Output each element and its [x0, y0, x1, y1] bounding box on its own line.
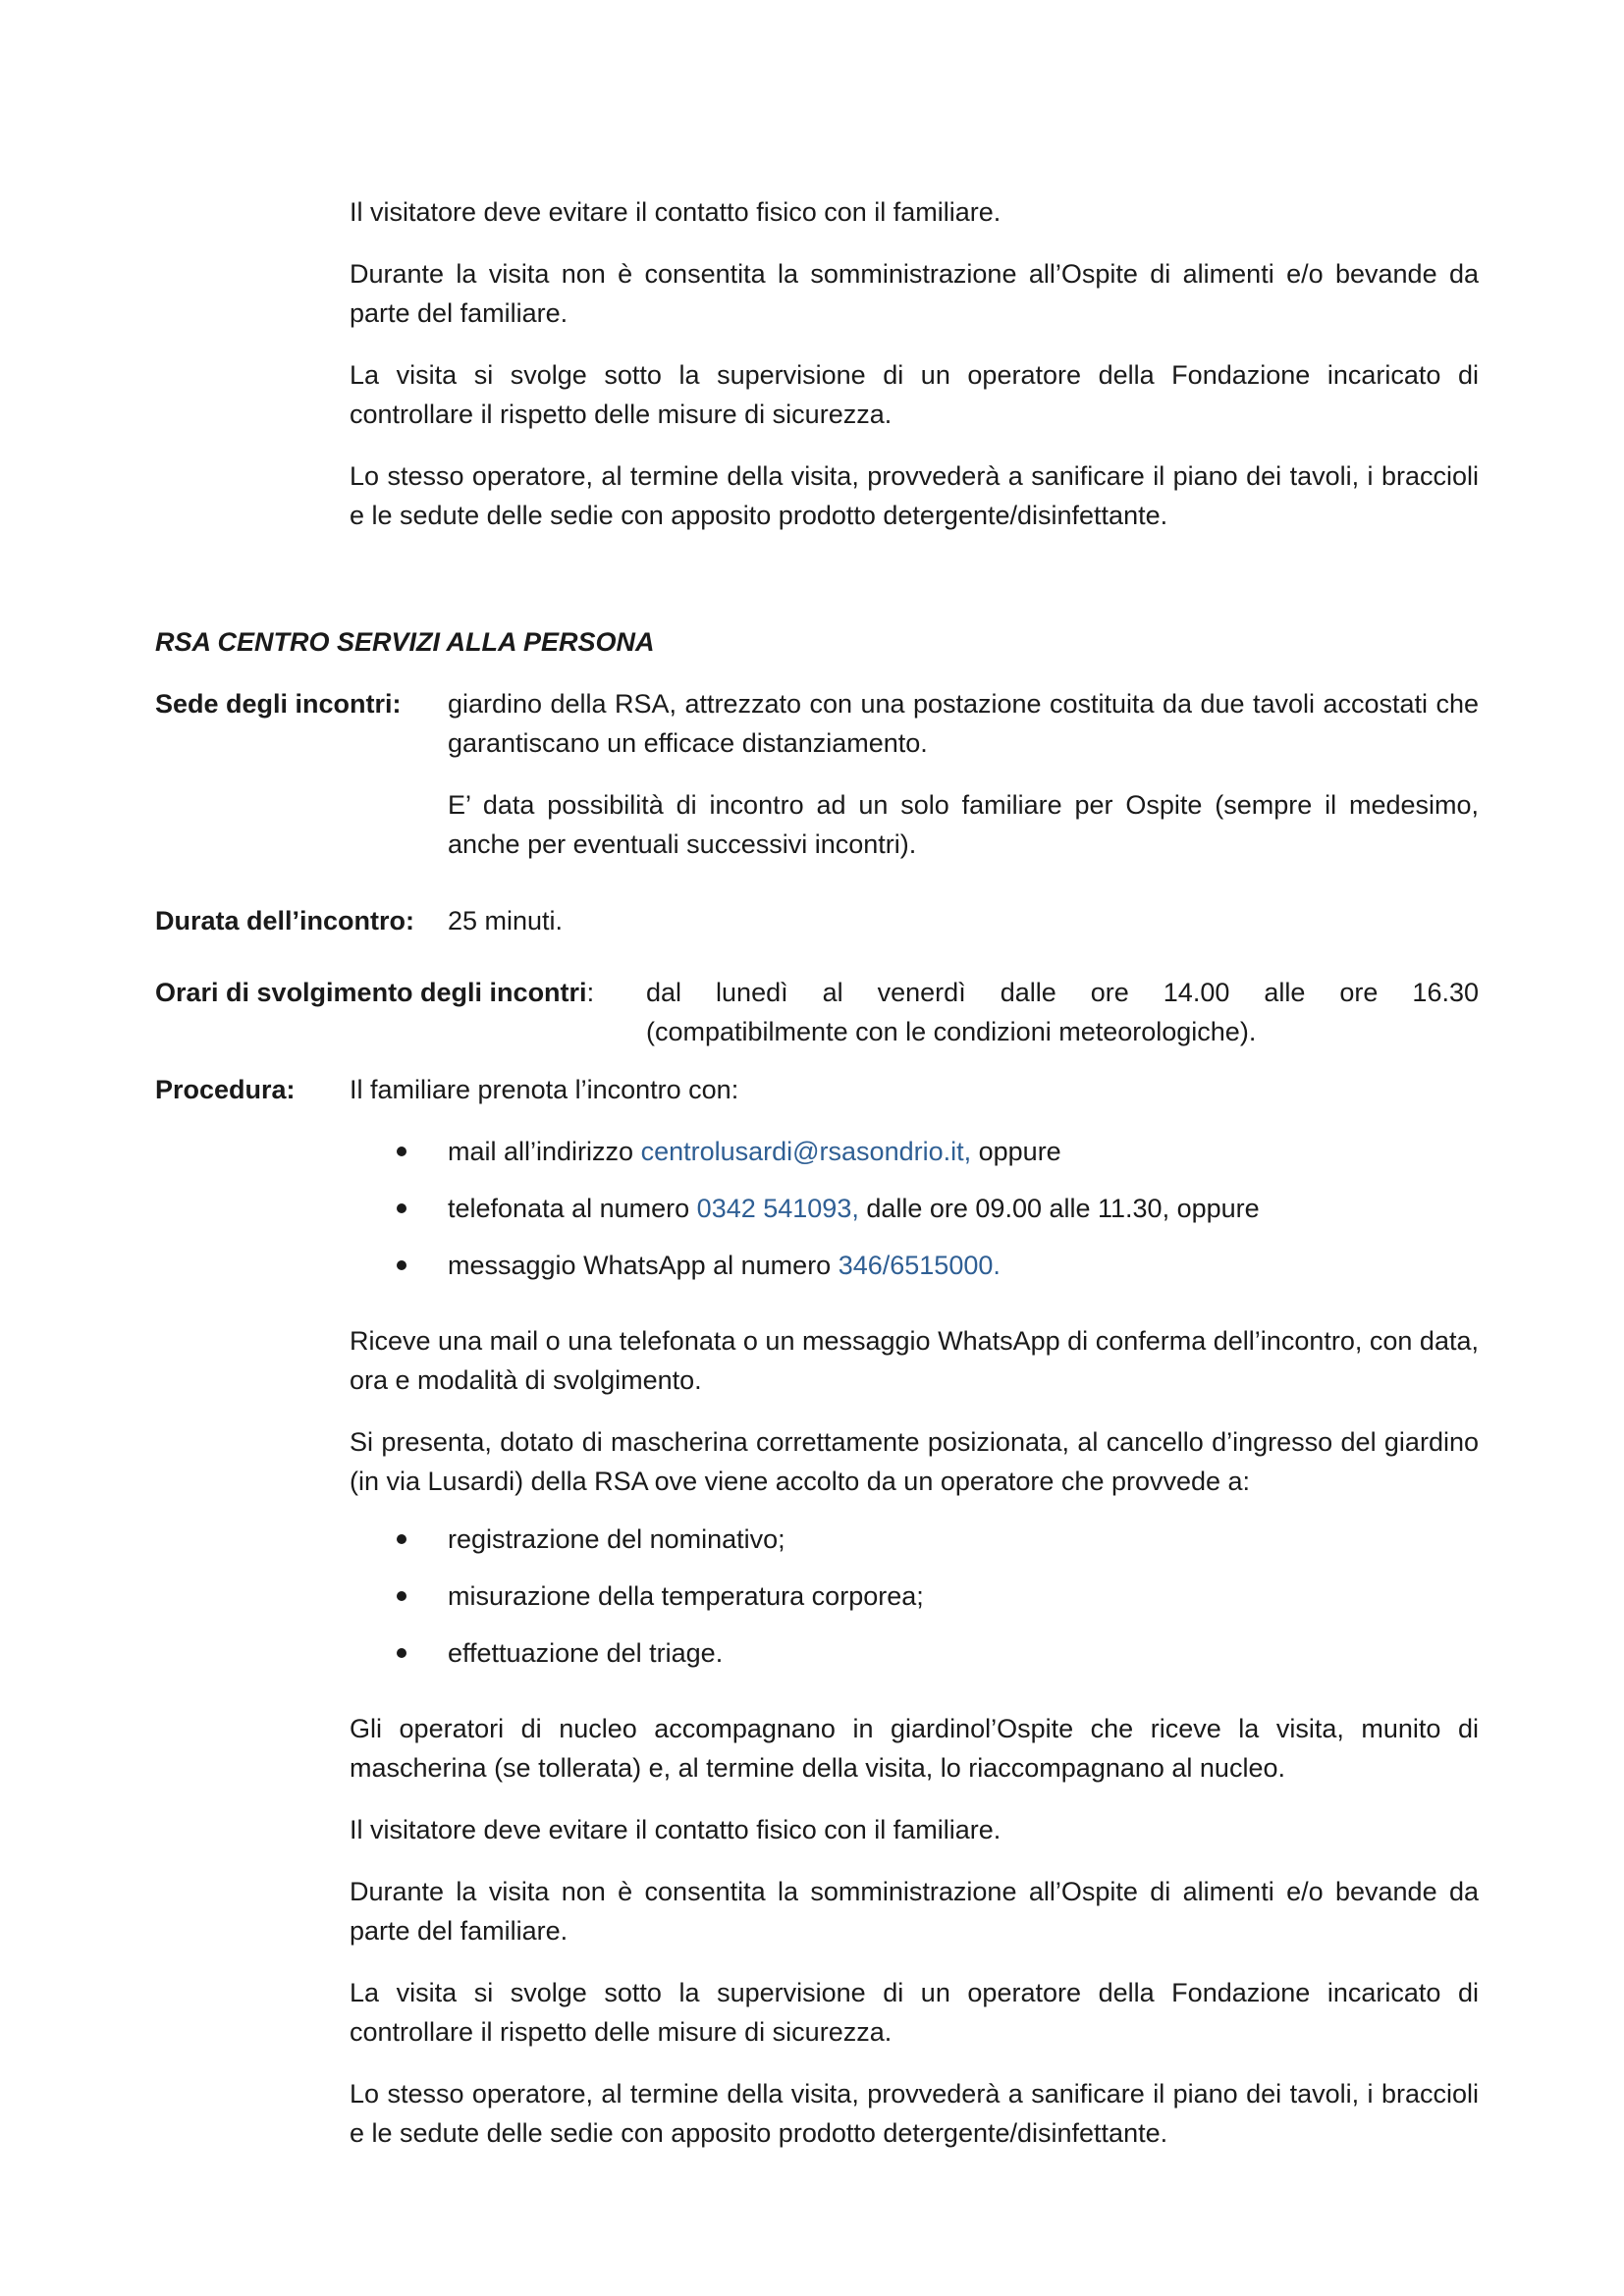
durata-label: Durata dell’incontro: [155, 906, 415, 935]
orari-note: (compatibilmente con le condizioni meteorologiche). [646, 1017, 1257, 1046]
orari-label-colon: : [586, 978, 595, 1007]
paragraph-supervision: La visita si svolge sotto la supervisione di un operatore della Fondazione incaricato di controllare il rispetto delle misure di sicurezza. [350, 360, 1479, 429]
bullet-icon [397, 1591, 406, 1601]
bullet-icon [397, 1203, 406, 1213]
paragraph-no-food-2: Durante la visita non è consentita la somministrazione all’Ospite di alimenti e/o bevande da parte del familiare. [350, 1877, 1479, 1946]
orari-label-text: Orari di svolgimento degli incontri [155, 978, 587, 1007]
paragraph-no-food: Durante la visita non è consentita la somministrazione all’Ospite di alimenti e/o bevande da parte del familiare. [350, 259, 1479, 328]
list-item: effettuazione del triage. [350, 1633, 1479, 1673]
bullet-icon [397, 1260, 406, 1270]
list-item: telefonata al numero 0342 541093, dalle ore 09.00 alle 11.30, oppure [350, 1189, 1479, 1228]
durata-value: 25 minuti. [448, 906, 564, 935]
paragraph-sanitize: Lo stesso operatore, al termine della visita, provvederà a sanificare il piano dei tavoli, i braccioli e le sedute delle sedie con apposito prodotto detergente/disinfettante. [350, 461, 1479, 530]
list-item: misurazione della temperatura corporea; [350, 1576, 1479, 1616]
sede-description: giardino della RSA, attrezzato con una postazione costituita da due tavoli accostati che garantiscano un efficace distanziamento. [448, 689, 1479, 758]
list-item: mail all’indirizzo centrolusardi@rsasondrio.it, oppure [350, 1132, 1479, 1171]
paragraph-confirmation: Riceve una mail o una telefonata o un messaggio WhatsApp di conferma dell’incontro, con data, ora e modalità di svolgimento. [350, 1326, 1479, 1395]
paragraph-arrival: Si presenta, dotato di mascherina correttamente posizionata, al cancello d’ingresso del giardino (in via Lusardi) della RSA ove viene accolto da un operatore che provvede a: [350, 1427, 1479, 1496]
email-link[interactable]: centrolusardi@rsasondrio.it, [640, 1137, 972, 1166]
paragraph-no-contact: Il visitatore deve evitare il contatto fisico con il familiare. [350, 197, 1001, 227]
paragraph-sanitize-2: Lo stesso operatore, al termine della visita, provvederà a sanificare il piano dei tavoli, i braccioli e le sedute delle sedie con apposito prodotto detergente/disinfettante. [350, 2079, 1479, 2148]
section-heading: RSA CENTRO SERVIZI ALLA PERSONA [155, 627, 655, 657]
bullet-icon [397, 1648, 406, 1658]
paragraph-no-contact-2: Il visitatore deve evitare il contatto fisico con il familiare. [350, 1815, 1001, 1844]
paragraph-escort: Gli operatori di nucleo accompagnano in giardinol’Ospite che riceve la visita, munito di mascherina (se tollerata) e, al termine della visita, lo riaccompagnano al nucleo. [350, 1714, 1479, 1783]
sede-label: Sede degli incontri: [155, 689, 402, 719]
list-item: registrazione del nominativo; [350, 1520, 1479, 1559]
procedura-label: Procedura: [155, 1075, 296, 1104]
orari-label [155, 973, 594, 1012]
phone-link[interactable]: 0342 541093, [696, 1194, 859, 1223]
procedura-intro: Il familiare prenota l’incontro con: [350, 1075, 739, 1104]
bullet-icon [397, 1534, 406, 1544]
list-item: messaggio WhatsApp al numero 346/6515000. [350, 1246, 1479, 1285]
bullet-icon [397, 1147, 406, 1156]
whatsapp-link[interactable]: 346/6515000. [838, 1251, 1001, 1280]
paragraph-supervision-2: La visita si svolge sotto la supervisione di un operatore della Fondazione incaricato di controllare il rispetto delle misure di sicurezza. [350, 1978, 1479, 2047]
orari-days-hours: dal lunedì al venerdì dalle ore 14.00 alle ore 16.30 [646, 978, 1479, 1007]
sede-rule: E’ data possibilità di incontro ad un solo familiare per Ospite (sempre il medesimo, anche per eventuali successivi incontri). [448, 790, 1479, 859]
